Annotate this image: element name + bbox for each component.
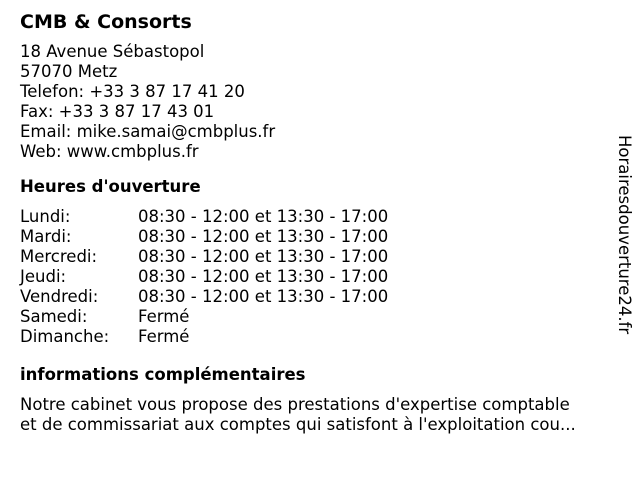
day-label: Lundi: (20, 207, 71, 226)
day-label: Mardi: (20, 227, 72, 246)
day-label: Mercredi: (20, 247, 98, 266)
day-hours: Fermé (138, 307, 190, 326)
hours-row (20, 267, 610, 287)
hours-table (20, 207, 610, 347)
info-heading: informations complémentaires (20, 365, 306, 384)
day-label: Dimanche: (20, 327, 110, 346)
day-hours: Fermé (138, 327, 190, 346)
hours-row (20, 307, 610, 327)
day-hours: 08:30 - 12:00 et 13:30 - 17:00 (138, 207, 389, 226)
day-hours: 08:30 - 12:00 et 13:30 - 17:00 (138, 227, 389, 246)
info-description (20, 395, 610, 435)
day-label: Samedi: (20, 307, 88, 326)
hours-row (20, 247, 610, 267)
contact-block (20, 42, 610, 162)
day-label: Vendredi: (20, 287, 99, 306)
day-hours: 08:30 - 12:00 et 13:30 - 17:00 (138, 267, 389, 286)
business-name: CMB & Consorts (20, 11, 192, 33)
info-line: et de commissariat aux comptes qui satisfont à l'exploitation cou... (20, 415, 576, 434)
day-hours: 08:30 - 12:00 et 13:30 - 17:00 (138, 287, 389, 306)
day-hours: 08:30 - 12:00 et 13:30 - 17:00 (138, 247, 389, 266)
business-card (20, 8, 610, 435)
website: Web: www.cmbplus.fr (20, 142, 199, 161)
phone-number: Telefon: +33 3 87 17 41 20 (20, 82, 245, 101)
address-city: 57070 Metz (20, 62, 118, 81)
day-label: Jeudi: (20, 267, 67, 286)
hours-row (20, 207, 610, 227)
email-address: Email: mike.samai@cmbplus.fr (20, 122, 276, 141)
hours-row (20, 287, 610, 307)
info-line: Notre cabinet vous propose des prestations d'expertise comptable (20, 395, 570, 414)
hours-row (20, 327, 610, 347)
side-brand-watermark: Horairesdouverture24.fr (615, 135, 634, 335)
hours-row (20, 227, 610, 247)
hours-heading: Heures d'ouverture (20, 177, 201, 196)
fax-number: Fax: +33 3 87 17 43 01 (20, 102, 215, 121)
address-street: 18 Avenue Sébastopol (20, 42, 205, 61)
